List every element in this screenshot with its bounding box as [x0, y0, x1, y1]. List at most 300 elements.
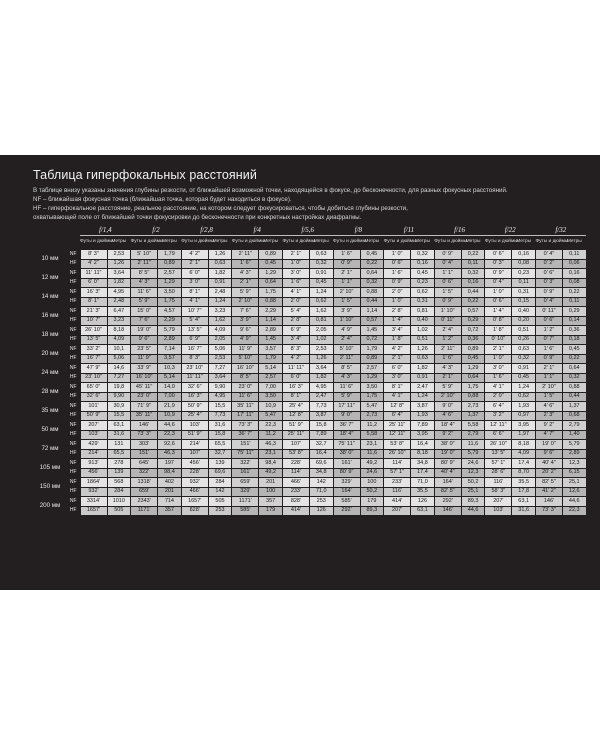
table-cell: 284 — [208, 478, 232, 488]
table-cell: 8' 5" — [333, 364, 360, 374]
table-cell: 0,89 — [158, 259, 182, 269]
table-cell: 2,29 — [158, 316, 182, 326]
table-cell: 63,1 — [107, 421, 131, 431]
table-cell: 2,53 — [208, 354, 232, 364]
table-cell: 24,6 — [461, 459, 485, 469]
table-cell: 0,29 — [461, 316, 485, 326]
table-cell: 131 — [107, 440, 131, 450]
focal-length-label: 200 мм — [39, 501, 61, 509]
table-cell: 14,0 — [158, 383, 182, 393]
table-cell: 0' 9" — [434, 250, 461, 260]
table-cell: 146' — [535, 497, 562, 507]
table-row — [33, 487, 586, 497]
table-cell: 57' 1" — [384, 468, 411, 478]
table-cell: 2,79 — [461, 430, 485, 440]
table-cell: 0,45 — [512, 373, 536, 383]
table-cell: 1,75 — [360, 392, 384, 402]
table-cell: 1,45 — [259, 335, 283, 345]
table-cell: 429' — [80, 440, 107, 450]
table-cell: 4' 1" — [384, 392, 411, 402]
table-cell: 4' 2" — [384, 345, 411, 355]
feet-inches-header: Футы и дюймы — [181, 239, 215, 245]
table-cell: 12' 11" — [384, 430, 411, 440]
table-cell: 1171' — [131, 506, 158, 516]
table-cell: 8' 1" — [80, 297, 107, 307]
table-cell: 8' 1" — [282, 392, 309, 402]
table-cell: 5' 9" — [434, 383, 461, 393]
focal-length-label: 24 мм — [41, 368, 59, 376]
focal-length-label: 35 мм — [41, 406, 59, 414]
table-cell: 26' 10" — [485, 440, 512, 450]
table-cell: 0,64 — [259, 278, 283, 288]
table-row — [33, 383, 586, 393]
table-cell: 2,53 — [309, 345, 333, 355]
table-cell: 14,6 — [107, 364, 131, 374]
table-cell: 0,29 — [562, 307, 586, 317]
table-cell: 1' 5" — [333, 297, 360, 307]
table-cell: 1' 0" — [485, 288, 512, 298]
table-cell: 0,16 — [461, 278, 485, 288]
row-type-label: NF — [69, 250, 77, 257]
table-cell: 5' 10" — [333, 345, 360, 355]
table-cell: 0,31 — [411, 297, 435, 307]
intro-line: NF – ближайшая фокусная точка (ближайшая точка, которая будет находиться в фокусе). — [33, 196, 292, 203]
aperture-header: f/2,8 — [181, 226, 232, 236]
table-cell: 278 — [107, 459, 131, 469]
table-row — [33, 411, 586, 421]
table-cell: 5' 9" — [232, 288, 259, 298]
table-cell: 23,1 — [360, 440, 384, 450]
table-cell: 17,8 — [512, 487, 536, 497]
table-cell: 5' 10" — [131, 250, 158, 260]
table-cell: 2,57 — [158, 269, 182, 279]
table-cell: 10,3 — [158, 364, 182, 374]
table-cell: 1171' — [232, 497, 259, 507]
table-cell: 0,32 — [512, 354, 536, 364]
table-cell: 82' 5" — [434, 487, 461, 497]
table-cell: 0' 9" — [434, 297, 461, 307]
table-cell: 16' 7" — [80, 354, 107, 364]
table-cell: 2' 10" — [434, 392, 461, 402]
table-cell: 1' 6" — [485, 373, 512, 383]
table-cell: 50,2 — [461, 478, 485, 488]
row-type-label: HF — [69, 393, 77, 400]
table-cell: 3,50 — [360, 383, 384, 393]
table-cell: 0' 6" — [535, 269, 562, 279]
table-cell: 2' 0" — [282, 297, 309, 307]
row-type-label: HF — [69, 260, 77, 267]
table-cell: 207' — [80, 421, 107, 431]
table-cell: 22,3 — [562, 506, 586, 516]
table-cell: 0,63 — [411, 354, 435, 364]
table-cell: 1,37 — [461, 411, 485, 421]
table-cell: 214' — [181, 440, 208, 450]
table-cell: 2' 4" — [434, 326, 461, 336]
table-cell: 1' 5" — [535, 392, 562, 402]
table-cell: 0' 11" — [535, 307, 562, 317]
table-cell: 100 — [259, 487, 283, 497]
table-cell: 4' 1" — [282, 288, 309, 298]
table-cell: 645' — [131, 459, 158, 469]
table-cell: 5,79 — [461, 449, 485, 459]
table-cell: 71,0 — [309, 487, 333, 497]
table-cell: 329' — [333, 478, 360, 488]
table-cell: 0,22 — [562, 354, 586, 364]
table-cell: 3,50 — [259, 392, 283, 402]
table-row — [33, 259, 586, 269]
table-cell: 13' 5" — [485, 449, 512, 459]
table-cell: 0,40 — [512, 307, 536, 317]
row-type-label: HF — [69, 507, 77, 514]
meters-header: Метры — [313, 239, 329, 245]
table-cell: 1' 0" — [282, 259, 309, 269]
table-cell: 1' 10" — [333, 316, 360, 326]
table-cell: 164' — [333, 487, 360, 497]
table-cell: 71,0 — [411, 478, 435, 488]
table-cell: 0,36 — [562, 326, 586, 336]
table-cell: 2,57 — [360, 364, 384, 374]
table-cell: 4' 3" — [232, 269, 259, 279]
row-type-label: NF — [69, 383, 77, 390]
row-type-label: NF — [69, 440, 77, 447]
table-row — [33, 459, 586, 469]
table-cell: 20' 2" — [535, 468, 562, 478]
table-cell: 0,97 — [512, 411, 536, 421]
table-cell: 15' 0" — [131, 307, 158, 317]
table-cell: 80' 9" — [333, 468, 360, 478]
table-row — [33, 468, 586, 478]
table-cell: 1' 6" — [232, 259, 259, 269]
table-cell: 1,02 — [411, 326, 435, 336]
table-cell: 0,89 — [259, 250, 283, 260]
aperture-header: f/32 — [535, 226, 586, 236]
table-cell: 0,23 — [512, 269, 536, 279]
table-cell: 1,79 — [259, 354, 283, 364]
table-cell: 1010 — [107, 497, 131, 507]
table-cell: 0' 9" — [535, 288, 562, 298]
table-cell: 1,14 — [360, 307, 384, 317]
table-cell: 6,47 — [107, 307, 131, 317]
table-cell: 1,82 — [309, 373, 333, 383]
table-cell: 6' 0" — [384, 364, 411, 374]
table-cell: 50' 9" — [181, 402, 208, 412]
table-cell: 8' 1" — [384, 383, 411, 393]
table-cell: 568 — [107, 478, 131, 488]
table-cell: 7,89 — [309, 430, 333, 440]
table-cell: 253 — [309, 497, 333, 507]
table-cell: 7' 6" — [232, 307, 259, 317]
table-cell: 0,16 — [562, 269, 586, 279]
table-row — [33, 421, 586, 431]
table-cell: 5,06 — [107, 354, 131, 364]
table-cell: 0' 7" — [535, 335, 562, 345]
table-cell: 3,50 — [158, 288, 182, 298]
table-cell: 16' 10" — [232, 364, 259, 374]
table-cell: 0,22 — [461, 297, 485, 307]
table-cell: 32,7 — [208, 449, 232, 459]
table-cell: 24,6 — [360, 468, 384, 478]
table-cell: 0,91 — [208, 278, 232, 288]
aperture-header: f/22 — [485, 226, 536, 236]
table-cell: 0' 11" — [434, 316, 461, 326]
meters-header: Метры — [465, 239, 481, 245]
table-cell: 1' 1" — [535, 373, 562, 383]
table-cell: 1' 4" — [384, 316, 411, 326]
table-cell: 17,4 — [512, 459, 536, 469]
table-cell: 1' 2" — [434, 335, 461, 345]
table-cell: 1,40 — [562, 430, 586, 440]
table-cell: 75' 11" — [232, 449, 259, 459]
table-cell: 3' 9" — [333, 307, 360, 317]
table-cell: 12' 8" — [282, 411, 309, 421]
table-row — [33, 364, 586, 374]
row-type-label: HF — [69, 355, 77, 362]
table-cell: 5' 10" — [232, 354, 259, 364]
table-cell: 0,89 — [461, 345, 485, 355]
table-cell: 0,14 — [562, 316, 586, 326]
table-cell: 0,62 — [309, 297, 333, 307]
table-cell: 2' 1" — [232, 278, 259, 288]
table-cell: 2' 1" — [181, 259, 208, 269]
table-row — [33, 440, 586, 450]
table-cell: 8' 3" — [181, 354, 208, 364]
table-cell: 4' 3" — [333, 373, 360, 383]
table-cell: 0,57 — [461, 307, 485, 317]
table-cell: 0,45 — [411, 269, 435, 279]
table-cell: 23' 0" — [232, 383, 259, 393]
table-cell: 50' 9" — [80, 411, 107, 421]
table-cell: 116' — [485, 478, 512, 488]
table-cell: 3314' — [80, 497, 107, 507]
table-cell: 0' 6" — [384, 259, 411, 269]
table-cell: 40' 4" — [434, 468, 461, 478]
table-cell: 65' 0" — [80, 383, 107, 393]
table-cell: 15,5 — [107, 411, 131, 421]
table-cell: 2,48 — [208, 288, 232, 298]
table-cell: 3,87 — [309, 411, 333, 421]
table-cell: 1,97 — [512, 430, 536, 440]
table-cell: 5' 9" — [131, 297, 158, 307]
table-cell: 0,44 — [461, 288, 485, 298]
table-cell: 103' — [80, 430, 107, 440]
table-cell: 0' 6" — [485, 250, 512, 260]
feet-inches-header: Футы и дюймы — [434, 239, 468, 245]
table-cell: 7,73 — [208, 411, 232, 421]
row-type-label: HF — [69, 412, 77, 419]
table-cell: 0' 9" — [384, 278, 411, 288]
table-cell: 9' 0" — [434, 402, 461, 412]
table-cell: 7,00 — [158, 392, 182, 402]
table-cell: 21,9 — [158, 402, 182, 412]
table-cell: 1' 0" — [384, 250, 411, 260]
table-cell: 23,1 — [259, 449, 283, 459]
table-cell: 57' 1" — [485, 459, 512, 469]
row-type-label: HF — [69, 488, 77, 495]
table-cell: 10,9 — [259, 402, 283, 412]
focal-length-label: 28 мм — [41, 387, 59, 395]
table-cell: 3' 0" — [384, 373, 411, 383]
table-cell: 0' 4" — [485, 278, 512, 288]
table-cell: 292' — [333, 506, 360, 516]
table-row — [33, 497, 586, 507]
table-cell: 6' 0" — [80, 278, 107, 288]
table-cell: 103' — [485, 506, 512, 516]
table-cell: 2' 8" — [384, 307, 411, 317]
table-cell: 98,4 — [158, 468, 182, 478]
feet-inches-header: Футы и дюймы — [383, 239, 417, 245]
table-cell: 0' 9" — [535, 354, 562, 364]
table-row — [33, 430, 586, 440]
table-cell: 0,91 — [411, 373, 435, 383]
row-type-label: NF — [69, 402, 77, 409]
table-cell: 1,26 — [411, 345, 435, 355]
table-cell: 585' — [232, 506, 259, 516]
row-type-label: NF — [69, 459, 77, 466]
table-cell: 207' — [485, 497, 512, 507]
table-cell: 40' 4" — [535, 459, 562, 469]
aperture-header: f/16 — [434, 226, 485, 236]
table-cell: 75' 11" — [333, 440, 360, 450]
table-cell: 19' 0" — [131, 326, 158, 336]
table-cell: 2,89 — [259, 326, 283, 336]
table-cell: 0,64 — [562, 364, 586, 374]
table-cell: 116' — [384, 487, 411, 497]
table-cell: 17,4 — [411, 468, 435, 478]
table-cell: 142 — [208, 487, 232, 497]
table-cell: 46,3 — [158, 449, 182, 459]
table-cell: 0,16 — [512, 250, 536, 260]
table-cell: 7,73 — [309, 402, 333, 412]
table-cell: 1,14 — [259, 316, 283, 326]
table-cell: 0,81 — [411, 307, 435, 317]
table-cell: 2,05 — [208, 335, 232, 345]
table-cell: 1' 6" — [282, 278, 309, 288]
table-cell: 82' 5" — [535, 478, 562, 488]
table-cell: 292' — [434, 497, 461, 507]
table-cell: 0,68 — [562, 411, 586, 421]
table-cell: 7,00 — [259, 383, 283, 393]
table-cell: 3' 2" — [485, 411, 512, 421]
table-cell: 5' 9" — [333, 392, 360, 402]
table-cell: 1,37 — [562, 402, 586, 412]
table-cell: 11,2 — [360, 421, 384, 431]
table-cell: 19,8 — [107, 383, 131, 393]
table-cell: 103' — [181, 421, 208, 431]
table-cell: 8' 3" — [282, 345, 309, 355]
table-cell: 3' 0" — [485, 364, 512, 374]
table-cell: 12,3 — [562, 459, 586, 469]
table-cell: 7,89 — [411, 421, 435, 431]
table-cell: 0,20 — [512, 316, 536, 326]
table-cell: 161' — [333, 459, 360, 469]
table-cell: 0' 4" — [434, 259, 461, 269]
table-cell: 107' — [282, 440, 309, 450]
table-cell: 26' 10" — [80, 326, 107, 336]
table-cell: 4' 9" — [232, 335, 259, 345]
table-cell: 2,29 — [259, 307, 283, 317]
table-cell: 71' 9" — [131, 402, 158, 412]
table-cell: 4' 3" — [434, 364, 461, 374]
table-cell: 73' 3" — [131, 430, 158, 440]
table-cell: 0,32 — [562, 373, 586, 383]
table-cell: 0' 10" — [485, 335, 512, 345]
table-cell: 932' — [80, 487, 107, 497]
table-cell: 1' 0" — [485, 354, 512, 364]
table-cell: 228' — [181, 468, 208, 478]
table-cell: 11,6 — [360, 449, 384, 459]
table-cell: 1' 8" — [384, 335, 411, 345]
table-cell: 11' 9" — [131, 354, 158, 364]
table-cell: 1,79 — [158, 250, 182, 260]
table-cell: 322' — [131, 468, 158, 478]
table-cell: 0,08 — [562, 278, 586, 288]
table-cell: 4,95 — [107, 288, 131, 298]
table-cell: 4,09 — [512, 449, 536, 459]
table-cell: 139 — [208, 459, 232, 469]
table-cell: 1' 6" — [384, 269, 411, 279]
table-cell: 11' 6" — [333, 383, 360, 393]
row-type-label: HF — [69, 279, 77, 286]
table-cell: 33' 2" — [80, 345, 107, 355]
table-cell: 23' 10" — [80, 373, 107, 383]
table-cell: 3,23 — [107, 316, 131, 326]
table-cell: 659' — [232, 478, 259, 488]
table-cell: 233' — [282, 487, 309, 497]
table-cell: 44,6 — [461, 506, 485, 516]
table-cell: 0,11 — [562, 250, 586, 260]
table-cell: 2' 11" — [131, 259, 158, 269]
table-cell: 1,82 — [208, 269, 232, 279]
table-cell: 16' 3" — [80, 288, 107, 298]
table-cell: 3,64 — [309, 364, 333, 374]
table-row — [33, 392, 586, 402]
table-cell: 49,2 — [259, 468, 283, 478]
table-cell: 2' 10" — [535, 383, 562, 393]
feet-inches-header: Футы и дюймы — [333, 239, 366, 245]
meters-header: Метры — [111, 239, 127, 245]
table-cell: 15,5 — [208, 402, 232, 412]
table-cell: 1,24 — [309, 288, 333, 298]
table-cell: 0,91 — [309, 269, 333, 279]
table-cell: 2' 4" — [333, 335, 360, 345]
table-cell: 7' 6" — [131, 316, 158, 326]
table-cell: 6' 9" — [282, 326, 309, 336]
focal-length-label: 10 мм — [41, 254, 59, 262]
table-cell: 5,79 — [158, 326, 182, 336]
table-cell: 828' — [282, 497, 309, 507]
table-cell: 0,32 — [461, 269, 485, 279]
table-row — [33, 478, 586, 488]
table-cell: 12,6 — [562, 487, 586, 497]
table-cell: 0,88 — [562, 383, 586, 393]
meters-header: Метры — [263, 239, 279, 245]
table-cell: 4' 1" — [485, 383, 512, 393]
table-cell: 92,6 — [158, 440, 182, 450]
table-cell: 22,3 — [259, 421, 283, 431]
table-cell: 1,75 — [259, 288, 283, 298]
table-cell: 6' 4" — [384, 411, 411, 421]
feet-inches-header: Футы и дюймы — [484, 239, 518, 245]
row-type-label: NF — [69, 421, 77, 428]
table-cell: 6' 6" — [485, 430, 512, 440]
table-cell: 1' 8" — [485, 326, 512, 336]
table-cell: 0,32 — [360, 278, 384, 288]
table-cell: 2,48 — [107, 297, 131, 307]
table-cell: 6' 0" — [282, 373, 309, 383]
feet-inches-header: Футы и дюймы — [535, 239, 569, 245]
table-cell: 6,15 — [562, 468, 586, 478]
table-row — [33, 506, 586, 516]
